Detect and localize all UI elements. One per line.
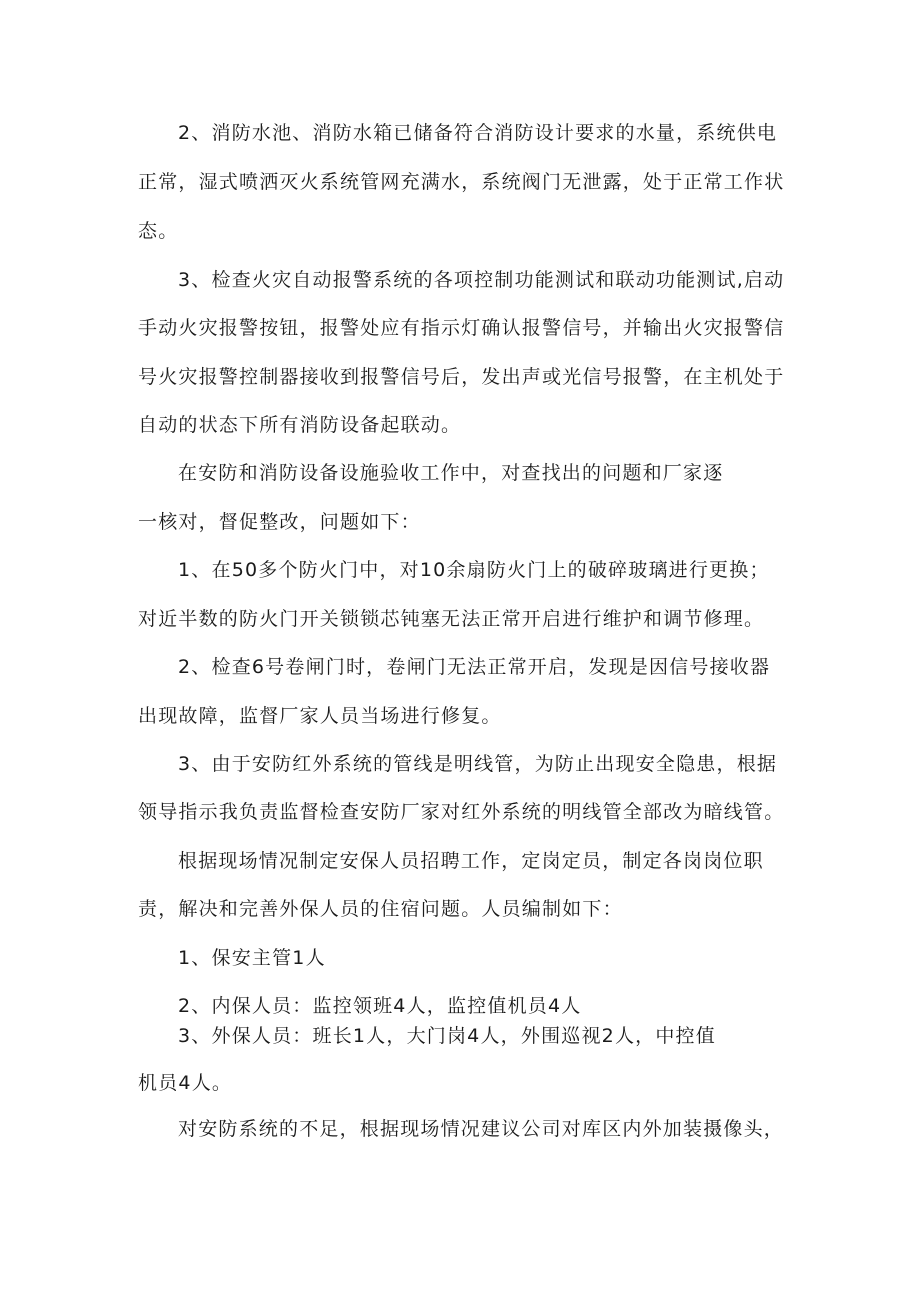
- text-line: 出现故障，监督厂家人员当场进行修复。: [138, 705, 502, 727]
- text-line: 在安防和消防设备设施验收工作中，对查找出的问题和厂家逐: [178, 462, 724, 484]
- text-line: 对安防系统的不足，根据现场情况建议公司对库区内外加装摄像头，: [178, 1118, 785, 1140]
- text-line: 一核对，督促整改，问题如下：: [138, 511, 421, 533]
- text-line: 3、检查火灾自动报警系统的各项控制功能测试和联动功能测试,启动: [178, 269, 785, 291]
- text-line: 态。: [138, 220, 179, 242]
- text-line: 责，解决和完善外保人员的住宿问题。人员编制如下：: [138, 898, 623, 920]
- text-line: 3、由于安防红外系统的管线是明线管，为防止出现安全隐患，根据: [178, 753, 778, 775]
- text-line: 2、内保人员：监控领班4人，监控值机员4人: [178, 995, 582, 1017]
- text-line: 3、外保人员：班长1人，大门岗4人，外围巡视2人，中控值: [178, 1025, 716, 1047]
- text-line: 1、在50多个防火门中，对10余扇防火门上的破碎玻璃进行更换；: [178, 559, 770, 581]
- text-line: 号火灾报警控制器接收到报警信号后，发出声或光信号报警，在主机处于: [138, 366, 785, 388]
- text-line: 根据现场情况制定安保人员招聘工作，定岗定员，制定各岗岗位职: [178, 850, 764, 872]
- text-line: 2、检查6号卷闸门时，卷闸门无法正常开启，发现是因信号接收器: [178, 656, 771, 678]
- text-line: 领导指示我负责监督检查安防厂家对红外系统的明线管全部改为暗线管。: [138, 801, 785, 823]
- text-line: 1、保安主管1人: [178, 947, 326, 969]
- text-line: 手动火灾报警按钮，报警处应有指示灯确认报警信号，并输出火灾报警信: [138, 317, 785, 339]
- text-line: 自动的状态下所有消防设备起联动。: [138, 414, 462, 436]
- text-line: 对近半数的防火门开关锁锁芯钝塞无法正常开启进行维护和调节修理。: [138, 608, 765, 630]
- text-line: 机员4人。: [138, 1072, 233, 1094]
- text-line: 2、消防水池、消防水箱已储备符合消防设计要求的水量，系统供电: [178, 122, 778, 144]
- text-line: 正常，湿式喷洒灭火系统管网充满水，系统阀门无泄露，处于正常工作状: [138, 171, 785, 193]
